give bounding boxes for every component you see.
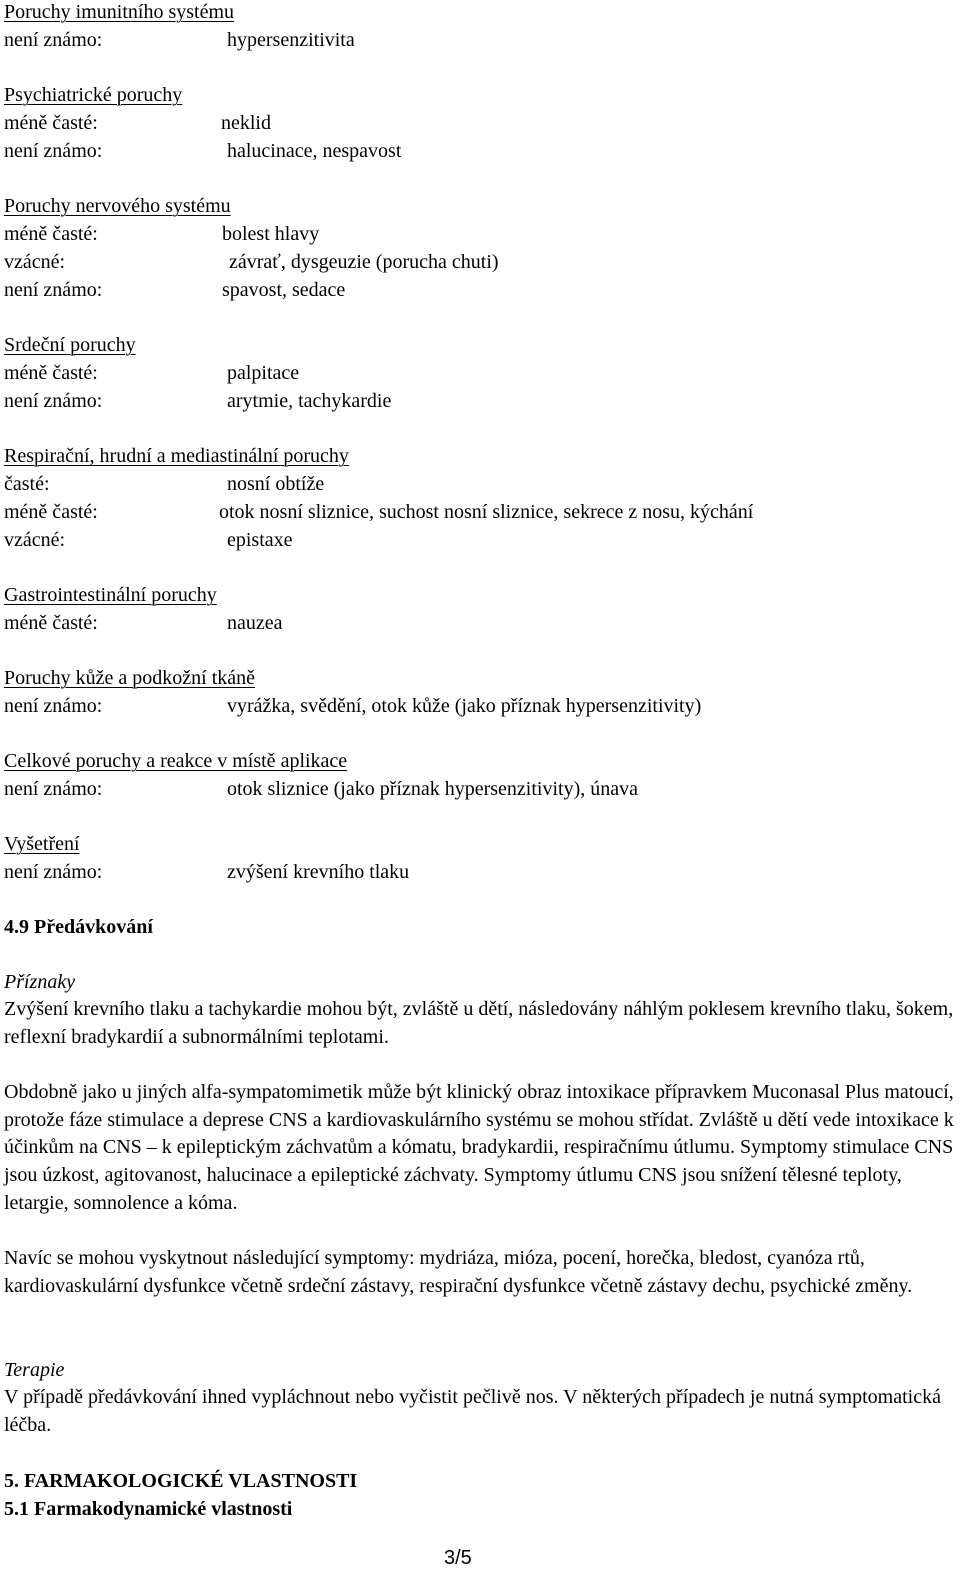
section-heading-skin: Poruchy kůže a podkožní tkáně <box>4 667 256 689</box>
frequency-label: vzácné: <box>4 251 66 273</box>
effect-text: nauzea <box>227 612 283 634</box>
section-heading-general: Celkové poruchy a reakce v místě aplikace <box>4 750 348 772</box>
frequency-label: není známo: <box>4 29 103 51</box>
section5-subtitle: 5.1 Farmakodynamické vlastnosti <box>4 1498 293 1520</box>
section-heading-psychiatric: Psychiatrické poruchy <box>4 84 183 106</box>
effect-text: závrať, dysgeuzie (porucha chuti) <box>229 251 499 273</box>
symptoms-heading: Příznaky <box>4 971 76 993</box>
frequency-label: méně časté: <box>4 223 98 245</box>
effect-text: bolest hlavy <box>222 223 320 245</box>
effect-text: vyrážka, svědění, otok kůže (jako příznak hypersenzitivity) <box>227 695 702 717</box>
overdose-title: 4.9 Předávkování <box>4 916 153 938</box>
effect-text: palpitace <box>227 362 300 384</box>
effect-text: otok sliznice (jako příznak hypersenzitivity), únava <box>227 778 638 800</box>
section5-title: 5. FARMAKOLOGICKÉ VLASTNOSTI <box>4 1470 358 1492</box>
effect-text: otok nosní sliznice, suchost nosní sliznice, sekrece z nosu, kýchání <box>219 501 754 523</box>
frequency-label: není známo: <box>4 390 103 412</box>
overdose-paragraph-2: Obdobně jako u jiných alfa-sympatomimetik může být klinický obraz intoxikace přípravkem Muconasal Plus matoucí, protože fáze stimulace a deprese CNS a kardiovaskulárního systému se mohou střídat. Zvláště u dětí vede intoxikace k účinkům na CNS – k epileptickým záchvatům a kómatu, bradykardii, respiračnímu útlumu. Symptomy stimulace CNS jsou úzkost, agitovanost, halucinace a epileptické záchvaty. Symptomy útlumu CNS jsou snížení tělesné teploty, letargie, somnolence a kóma. <box>4 1081 954 1214</box>
frequency-label: méně časté: <box>4 362 98 384</box>
frequency-label: méně časté: <box>4 112 98 134</box>
effect-text: halucinace, nespavost <box>227 140 402 162</box>
effect-text: arytmie, tachykardie <box>227 390 392 412</box>
frequency-label: není známo: <box>4 140 103 162</box>
section-heading-cardiac: Srdeční poruchy <box>4 334 136 356</box>
frequency-label: méně časté: <box>4 612 98 634</box>
frequency-label: není známo: <box>4 778 103 800</box>
section-heading-nervous: Poruchy nervového systému <box>4 195 231 217</box>
therapy-paragraph: V případě předávkování ihned vypláchnout nebo vyčistit pečlivě nos. V některých případech je nutná symptomatická léčba. <box>4 1386 941 1436</box>
frequency-label: není známo: <box>4 861 103 883</box>
effect-text: hypersenzitivita <box>227 29 355 51</box>
frequency-label: není známo: <box>4 695 103 717</box>
overdose-paragraph-1: Zvýšení krevního tlaku a tachykardie mohou být, zvláště u dětí, následovány náhlým poklesem krevního tlaku, šokem, reflexní bradykardií a subnormálními teplotami. <box>4 998 954 1048</box>
frequency-label: není známo: <box>4 279 103 301</box>
effect-text: spavost, sedace <box>222 279 346 301</box>
section-heading-gastro: Gastrointestinální poruchy <box>4 584 217 606</box>
section-heading-immune: Poruchy imunitního systému <box>4 1 234 23</box>
therapy-heading: Terapie <box>4 1359 65 1381</box>
effect-text: nosní obtíže <box>227 473 325 495</box>
effect-text: epistaxe <box>227 529 293 551</box>
effect-text: zvýšení krevního tlaku <box>227 861 410 883</box>
section-heading-investigations: Vyšetření <box>4 833 80 855</box>
frequency-label: časté: <box>4 473 50 495</box>
overdose-paragraph-3: Navíc se mohou vyskytnout následující symptomy: mydriáza, mióza, pocení, horečka, bledost, cyanóza rtů, kardiovaskulární dysfunkce včetně srdeční zástavy, respirační dysfunkce včetně zástavy dechu, psychické změny. <box>4 1247 913 1297</box>
frequency-label: vzácné: <box>4 529 66 551</box>
effect-text: neklid <box>221 112 271 134</box>
frequency-label: méně časté: <box>4 501 98 523</box>
section-heading-respiratory: Respirační, hrudní a mediastinální poruchy <box>4 445 349 467</box>
page-number: 3/5 <box>444 1547 472 1569</box>
